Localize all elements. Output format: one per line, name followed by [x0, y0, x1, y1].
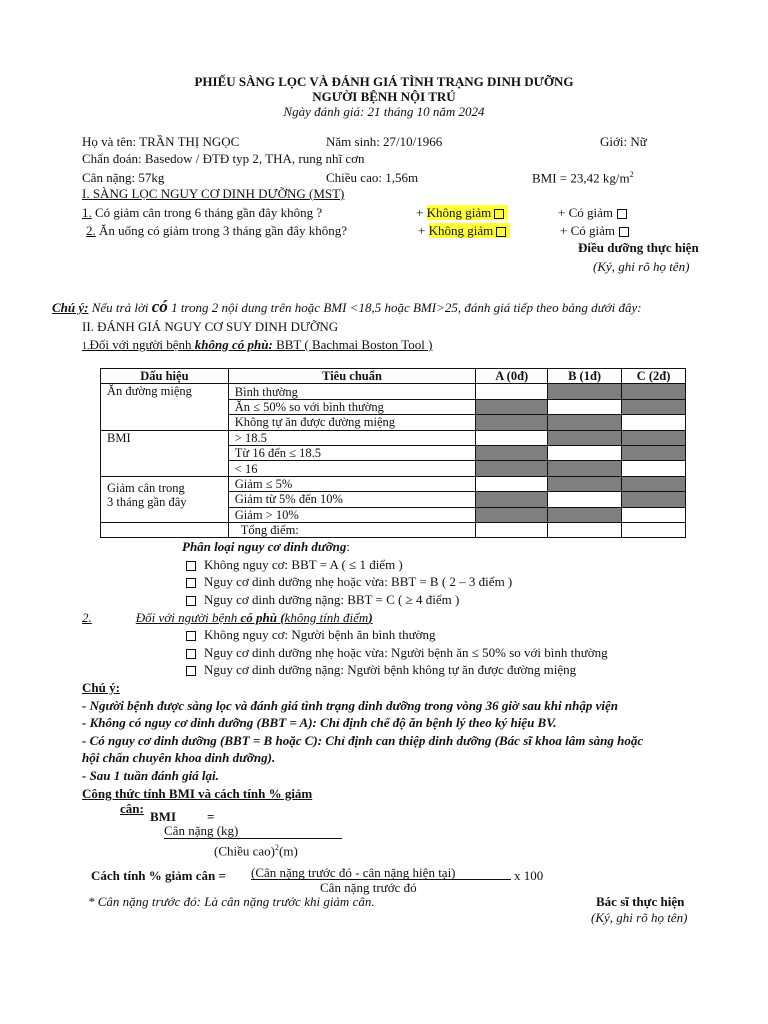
form-subtitle: NGƯỜI BỆNH NỘI TRÚ [312, 89, 456, 104]
shaded-cell [548, 507, 622, 522]
criteria-cell: Giảm từ 5% đến 10% [228, 492, 475, 507]
edema-severe-checkbox[interactable] [186, 666, 196, 676]
form-title: PHIẾU SÀNG LỌC VÀ ĐÁNH GIÁ TÌNH TRẠNG DINH DƯỠNG [194, 74, 574, 89]
bbt-table [100, 368, 686, 538]
patient-name: Họ và tên: TRẦN THỊ NGỌC [82, 134, 240, 149]
nurse-signature-hint: (Ký, ghi rõ họ tên) [593, 259, 690, 274]
shaded-cell [476, 399, 548, 414]
shaded-cell [476, 492, 548, 507]
col-header-a: A (0đ) [476, 369, 548, 384]
mst-heading: I. SÀNG LỌC NGUY CƠ DINH DƯỠNG (MST) [82, 186, 345, 201]
total-c-cell[interactable] [622, 522, 686, 537]
q2-no-checkbox[interactable] [496, 227, 506, 237]
doctor-signature-hint: (Ký, ghi rõ họ tên) [591, 910, 688, 925]
class-option-severe[interactable]: Nguy cơ dinh dưỡng nặng: BBT = C ( ≥ 4 điểm ) [186, 592, 459, 608]
patient-birth: Năm sinh: 27/10/1966 [326, 134, 443, 149]
col-header-sign: Dấu hiệu [101, 369, 229, 384]
shaded-cell [548, 384, 622, 399]
shaded-cell [548, 415, 622, 430]
patient-bmi: BMI = 23,42 $kg/m^2$ [532, 170, 634, 186]
q2-option-yes[interactable]: + Có giảm [560, 223, 629, 239]
q1-yes-checkbox[interactable] [617, 209, 627, 219]
score-b-cell[interactable] [548, 445, 622, 460]
criteria-cell: Bình thường [228, 384, 475, 399]
nurse-label: Điều dưỡng thực hiện [578, 240, 699, 255]
class-option-none[interactable]: Không nguy cơ: BBT = A ( ≤ 1 điểm ) [186, 557, 403, 573]
table-header-row [101, 369, 686, 384]
weight-loss-denominator: Cân nặng trước đó [320, 880, 417, 895]
criteria-cell: Giảm ≤ 5% [228, 476, 475, 491]
weight-loss-numerator: (Cân nặng trước đó - cân nặng hiện tại) [251, 865, 456, 880]
sign-bmi: BMI [101, 430, 229, 476]
table-total-row [101, 522, 686, 537]
edema-option-severe[interactable]: Nguy cơ dinh dưỡng nặng: Người bệnh không tự ăn được đường miệng [186, 662, 576, 678]
class-option-moderate[interactable]: Nguy cơ dinh dưỡng nhẹ hoặc vừa: BBT = B ( 2 – 3 điểm ) [186, 574, 512, 590]
criteria-cell: > 18.5 [228, 430, 475, 445]
note-item-3: - Có nguy cơ dinh dưỡng (BBT = B hoặc C): Chỉ định can thiệp dinh dưỡng (Bác sĩ khoa lâm sàng hoặc [82, 733, 644, 748]
score-a-cell[interactable] [476, 476, 548, 491]
mst-question-1: 1. Có giảm cân trong 6 tháng gần đây không ? [82, 205, 323, 220]
criteria-cell: Không tự ăn được đường miệng [228, 415, 475, 430]
notes-label: Chú ý: [82, 680, 120, 695]
bmi-numerator: Cân nặng (kg) [164, 823, 239, 838]
bmi-equals: = [207, 809, 215, 824]
table-row [101, 384, 686, 399]
doctor-label: Bác sĩ thực hiện [596, 894, 685, 909]
q2-option-no[interactable]: + Không giảm [418, 223, 510, 239]
patient-diagnosis: Chẩn đoán: Basedow / ĐTĐ typ 2, THA, rung nhĩ cơn [82, 151, 365, 166]
score-a-cell[interactable] [476, 384, 548, 399]
bmi-denominator: (Chiều cao)$^2$(m) [214, 843, 298, 859]
class-none-checkbox[interactable] [186, 561, 196, 571]
assessment-date: Ngày đánh giá: 21 tháng 10 năm 2024 [283, 104, 485, 119]
bmi-superscript: 2 [629, 170, 634, 179]
col-header-b: B (1đ) [548, 369, 622, 384]
note-item-3-cont: hội chẩn chuyên khoa dinh dưỡng). [82, 750, 276, 765]
shaded-cell [548, 430, 622, 445]
total-empty-cell [101, 522, 229, 537]
score-a-cell[interactable] [476, 430, 548, 445]
total-label: Tổng điểm: [228, 522, 475, 537]
shaded-cell [622, 476, 686, 491]
shaded-cell [548, 476, 622, 491]
shaded-cell [476, 415, 548, 430]
score-c-cell[interactable] [622, 461, 686, 476]
edema-none-checkbox[interactable] [186, 631, 196, 641]
patient-height: Chiều cao: 1,56m [326, 170, 419, 185]
shaded-cell [622, 384, 686, 399]
shaded-cell [476, 461, 548, 476]
weight-loss-formula-label: Cách tính % giảm cân = [91, 868, 226, 883]
q1-no-checkbox[interactable] [494, 209, 504, 219]
score-c-cell[interactable] [622, 415, 686, 430]
classification-heading: Phân loại nguy cơ dinh dưỡng: [182, 539, 351, 554]
q2-yes-checkbox[interactable] [619, 227, 629, 237]
edema-option-none[interactable]: Không nguy cơ: Người bệnh ăn bình thường [186, 627, 436, 643]
screening-note: Chú ý: Nếu trả lời có 1 trong 2 nội dung trên hoặc BMI <18,5 hoặc BMI>25, đánh giá tiếp theo bảng dưới đây: [52, 297, 642, 316]
score-b-cell[interactable] [548, 492, 622, 507]
shaded-cell [476, 507, 548, 522]
section-2-subheading: 1.Đối với người bệnh không có phù: BBT ( Bachmai Boston Tool ) [82, 337, 433, 352]
table-row [101, 430, 686, 445]
table-row [101, 476, 686, 491]
bmi-fraction-line [164, 838, 342, 839]
mst-question-2: 2. Ăn uống có giảm trong 3 tháng gần đây không? [86, 223, 348, 238]
score-b-cell[interactable] [548, 399, 622, 414]
sign-weight-loss: Giảm cân trong 3 tháng gần đây [101, 476, 229, 522]
q1-option-no[interactable]: + Không giảm [416, 205, 508, 221]
total-a-cell[interactable] [476, 522, 548, 537]
criteria-cell: < 16 [228, 461, 475, 476]
class-moderate-checkbox[interactable] [186, 578, 196, 588]
weight-footnote: * Cân nặng trước đó: Là cân nặng trước khi giảm cân. [88, 894, 375, 909]
shaded-cell [476, 445, 548, 460]
criteria-cell: Từ 16 đến ≤ 18.5 [228, 445, 475, 460]
shaded-cell [548, 461, 622, 476]
formula-heading: Công thức tính BMI và cách tính % giảm [82, 786, 313, 801]
formula-heading-cont: cân: [120, 801, 144, 816]
class-severe-checkbox[interactable] [186, 596, 196, 606]
section-2-heading: II. ĐÁNH GIÁ NGUY CƠ SUY DINH DƯỠNG [82, 319, 339, 334]
shaded-cell [622, 445, 686, 460]
shaded-cell [622, 492, 686, 507]
criteria-cell: Ăn ≤ 50% so với bình thường [228, 399, 475, 414]
criteria-cell: Giảm > 10% [228, 507, 475, 522]
bmi-label: BMI [150, 809, 176, 824]
score-c-cell[interactable] [622, 507, 686, 522]
weight-loss-multiplier: x 100 [514, 868, 544, 883]
patient-weight: Cân nặng: 57kg [82, 170, 165, 185]
note-item-4: - Sau 1 tuần đánh giá lại. [82, 768, 219, 783]
shaded-cell [622, 399, 686, 414]
sign-oral-intake: Ăn đường miệng [101, 384, 229, 430]
patient-gender: Giới: Nữ [600, 134, 647, 149]
col-header-c: C (2đ) [622, 369, 686, 384]
edema-option-moderate[interactable]: Nguy cơ dinh dưỡng nhẹ hoặc vừa: Người bệnh ăn ≤ 50% so với bình thường [186, 645, 608, 661]
q1-option-yes[interactable]: + Có giảm [558, 205, 627, 221]
edema-moderate-checkbox[interactable] [186, 649, 196, 659]
note-item-1: - Người bệnh được sàng lọc và đánh giá tình trạng dinh dưỡng trong vòng 36 giờ sau khi nhập viện [82, 698, 618, 713]
col-header-criteria: Tiêu chuẩn [228, 369, 475, 384]
shaded-cell [622, 430, 686, 445]
edema-heading: 2. Đối với người bệnh có phù (không tính điểm) [82, 610, 373, 625]
note-item-2: - Không có nguy cơ dinh dưỡng (BBT = A): Chỉ định chế độ ăn bệnh lý theo ký hiệu BV. [82, 715, 557, 730]
total-b-cell[interactable] [548, 522, 622, 537]
